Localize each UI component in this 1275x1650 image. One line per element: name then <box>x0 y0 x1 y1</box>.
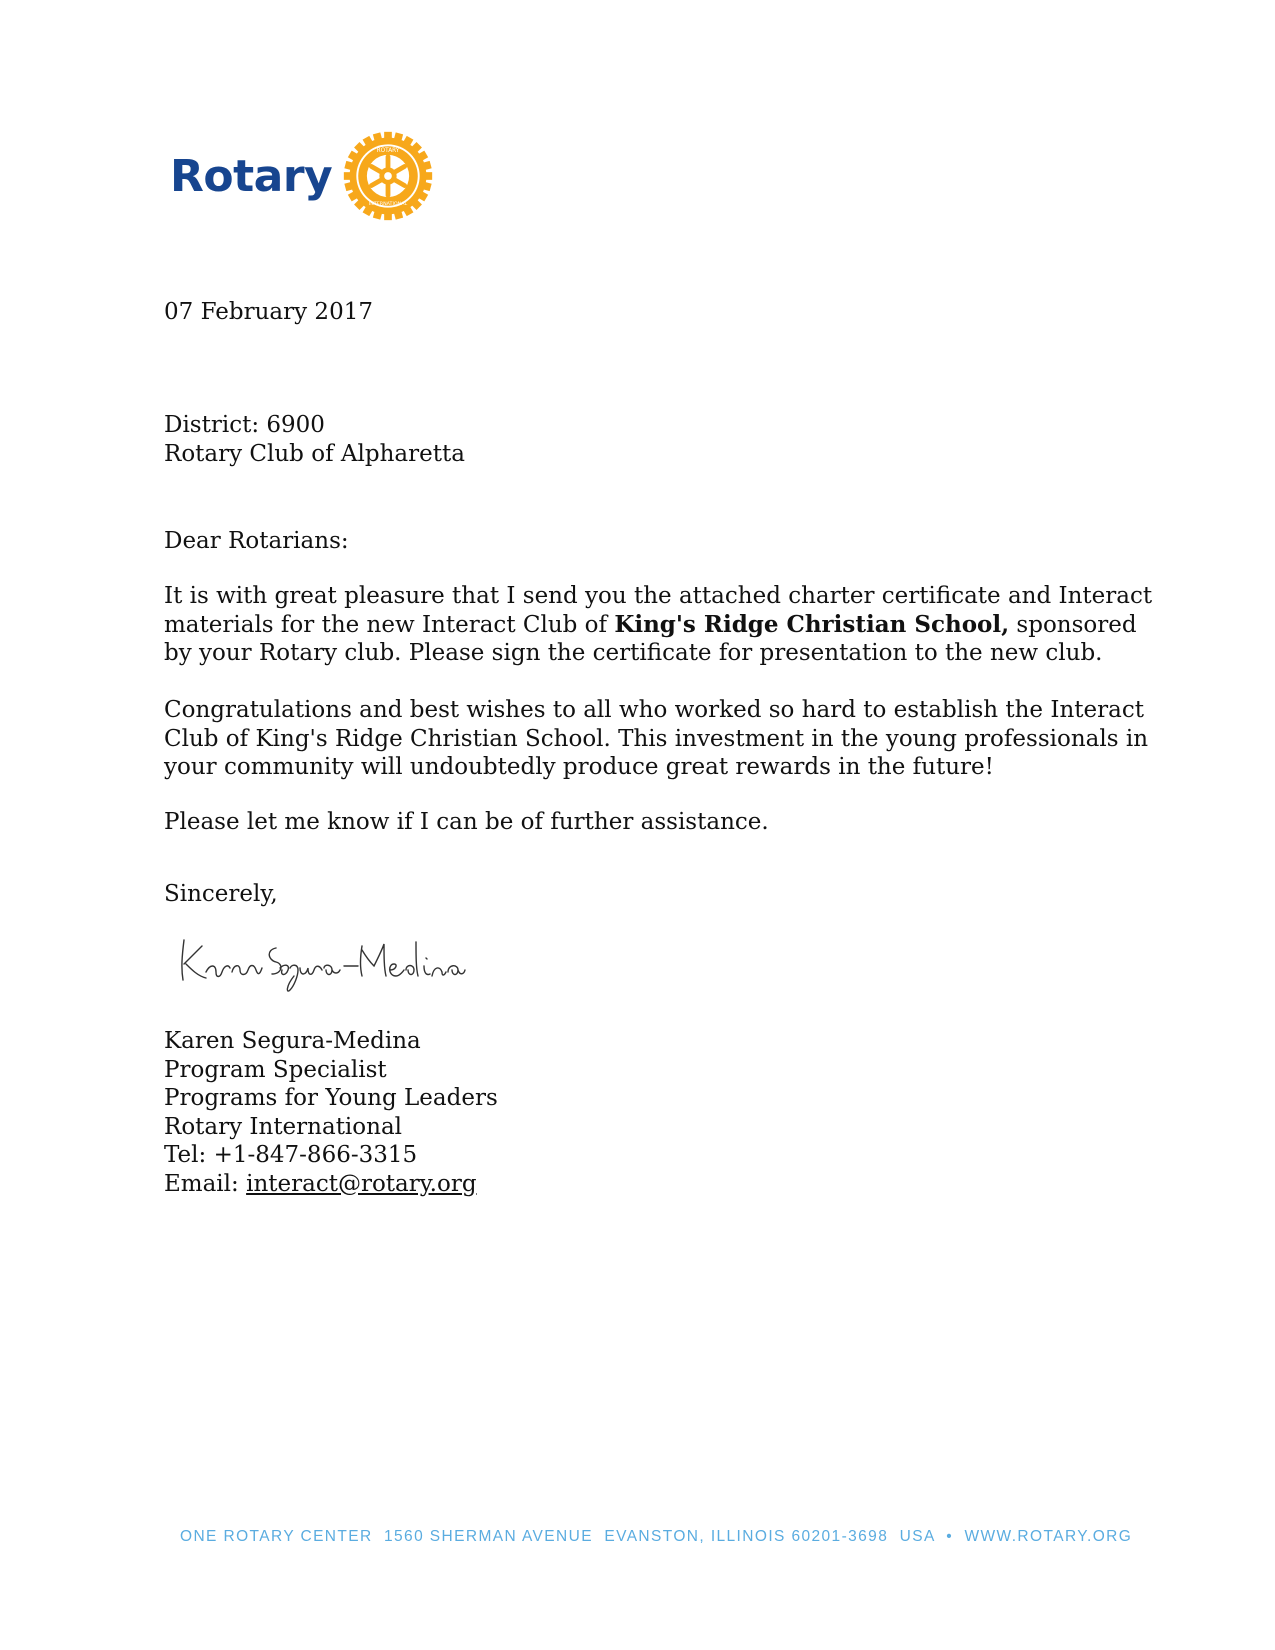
school-name: King's Ridge Christian School, <box>614 610 1010 638</box>
signature-block <box>164 1027 498 1198</box>
recipient-district: District: 6900 <box>164 412 325 438</box>
paragraph-line: Congratulations and best wishes to all who worked so hard to establish the Interact <box>164 697 1144 723</box>
email-label: Email: <box>164 1170 247 1197</box>
signer-department: Programs for Young Leaders <box>164 1085 498 1111</box>
handwritten-signature <box>176 928 466 998</box>
body-paragraph-3: Please let me know if I can be of further assistance. <box>164 809 769 835</box>
body-paragraph-1 <box>164 582 1152 668</box>
emblem-top-text: ROTARY <box>376 148 400 154</box>
paragraph-line: your community will undoubtedly produce great rewards in the future! <box>164 754 994 780</box>
recipient-club: Rotary Club of Alpharetta <box>164 440 465 467</box>
signer-name: Karen Segura-Medina <box>164 1028 421 1054</box>
rotary-logo <box>170 128 436 224</box>
paragraph-line <box>164 611 1152 640</box>
body-paragraph-2 <box>164 696 1148 782</box>
closing: Sincerely, <box>164 881 278 907</box>
paragraph-line: by your Rotary club. Please sign the certificate for presentation to the new club. <box>164 640 1103 666</box>
email-link[interactable]: interact@rotary.org <box>246 1170 477 1197</box>
text-span: sponsored <box>1009 611 1137 638</box>
paragraph-line: It is with great pleasure that I send you the attached charter certificate and Interact <box>164 583 1153 609</box>
signer-email-line <box>164 1170 498 1199</box>
wheel-tooth <box>344 172 354 180</box>
paragraph-line: Club of King's Ridge Christian School. This investment in the young professionals in <box>164 725 1149 752</box>
logo-wordmark: Rotary <box>170 150 333 202</box>
text-span: materials for the new Interact Club of <box>164 611 615 638</box>
salutation: Dear Rotarians: <box>164 528 349 554</box>
rotary-wheel-icon <box>340 128 436 224</box>
wheel-tooth <box>384 132 392 142</box>
letter-date: 07 February 2017 <box>164 299 373 325</box>
emblem-bottom-text: INTERNATIONAL <box>369 201 408 207</box>
recipient-address <box>164 411 465 468</box>
signer-title: Program Specialist <box>164 1056 387 1083</box>
wheel-tooth <box>384 211 392 221</box>
signer-organization: Rotary International <box>164 1113 403 1140</box>
signer-phone: Tel: +1-847-866-3315 <box>164 1142 418 1168</box>
wheel-tooth <box>423 172 433 180</box>
footer-address: ONE ROTARY CENTER 1560 SHERMAN AVENUE EVANSTON, ILLINOIS 60201-3698 USA • WWW.ROTARY.ORG <box>180 1528 1133 1545</box>
